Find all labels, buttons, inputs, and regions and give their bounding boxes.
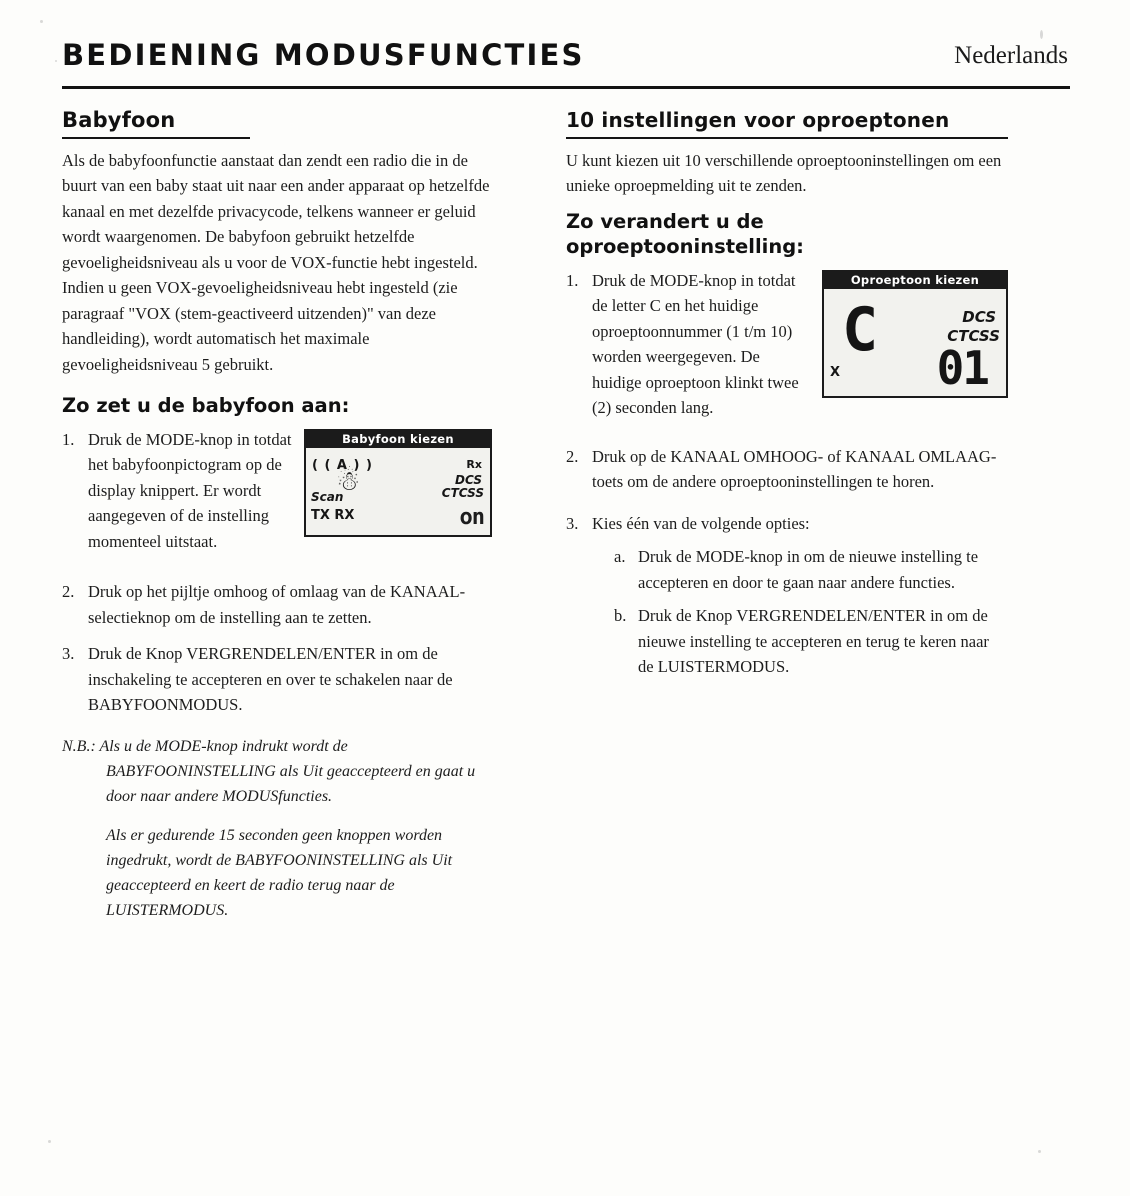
babyfoon-txrx-label: TX RX: [311, 508, 355, 523]
oproeptoon-ctcss-label: CTCSS: [947, 326, 1000, 345]
babyfoon-dcs-label: DCS: [455, 472, 482, 487]
list-item: [62, 427, 492, 555]
list-item: [566, 444, 1008, 495]
step-number: 1.: [566, 270, 579, 290]
list-item: [566, 511, 1008, 680]
substep-letter: b.: [614, 606, 627, 625]
left-subsection-title: Zo zet u de babyfoon aan:: [62, 394, 350, 417]
right-intro-paragraph: U kunt kiezen uit 10 verschillende oproeptooninstellingen om een unieke oproepmelding uit te zenden.: [566, 150, 1002, 195]
substep-text: Druk de Knop VERGRENDELEN/ENTER in om de nieuwe instelling te accepteren en terug te keren naar de LUISTERMODUS.: [638, 606, 989, 676]
scan-speck: [55, 60, 57, 62]
step-text: Kies één van de volgende opties:: [592, 513, 810, 533]
baby-monitor-icon: ☃: [336, 465, 361, 496]
oproeptoon-x-label: X: [830, 365, 841, 380]
list-item: [62, 579, 492, 630]
babyfoon-antenna-icons: ( ( A ) ): [312, 457, 373, 473]
step-text: Druk op de KANAAL OMHOOG- of KANAAL OMLAAG-toets om de andere oproeptooninstellingen te horen.: [592, 446, 997, 491]
right-section-title: 10 instellingen voor oproeptonen: [566, 108, 950, 132]
step-text: Druk de Knop VERGRENDELEN/ENTER in om de inschakeling te accepteren en over te schakelen naar de BABYFOONMODUS.: [88, 644, 453, 714]
note-paragraph: [62, 734, 492, 809]
scan-speck: [48, 1140, 51, 1143]
babyfoon-scan-label: Scan: [311, 490, 344, 504]
substep-text: Druk de MODE-knop in om de nieuwe instelling te accepteren en door te gaan naar andere functies.: [638, 547, 979, 592]
step-text: Druk de MODE-knop in totdat het babyfoonpictogram op de display knippert. Er wordt aangegeven of de instelling momenteel uitstaat.: [88, 429, 292, 551]
scan-speck: [1038, 1150, 1041, 1153]
step-number: 1.: [62, 429, 75, 449]
step-number: 2.: [62, 582, 75, 601]
note-text-2: Als er gedurende 15 seconden geen knoppen worden ingedrukt, wordt de BABYFOONINSTELLING als Uit geaccepteerd en keert de radio terug naar de LUISTERMODUS.: [106, 826, 453, 919]
note-text-1: Als u de MODE-knop indrukt wordt de BABYFOONINSTELLING als Uit geaccepteerd en gaat u door naar andere MODUSfuncties.: [99, 737, 476, 805]
page-header: [62, 36, 1070, 94]
oproeptoon-figure-caption: Oproeptoon kiezen: [824, 272, 1006, 289]
page-title: BEDIENING MODUSFUNCTIES: [62, 38, 585, 72]
step-number: 2.: [566, 446, 579, 466]
left-note: [62, 734, 492, 923]
left-section-title: Babyfoon: [62, 108, 176, 132]
sub-list-item: [614, 544, 1008, 595]
babyfoon-rx-label: Rx: [466, 457, 482, 471]
babyfoon-value-on: on: [459, 505, 484, 530]
right-column: [566, 108, 1008, 691]
left-intro-paragraph: Als de babyfoonfunctie aanstaat dan zendt een radio die in de buurt van een baby staat uit naar een ander apparaat op hetzelfde kanaal en met dezelfde privacycode, telkens wanneer er geluid wordt waargenomen. De babyfoon gebruikt hetzelfde gevoeligheidsniveau als u voor de VOX-functie hebt ingesteld. Indien u geen VOX-gevoeligheidsniveau hebt ingesteld (zie paragraaf "VOX (stem-geactiveerd uitzenden)" van deze handleiding), wordt automatisch het maximale gevoeligheidsniveau 5 gebruikt.: [62, 150, 490, 374]
list-item: [62, 641, 492, 718]
header-divider: [62, 86, 1070, 89]
scan-speck: [40, 20, 43, 23]
sub-list-item: [614, 603, 1008, 680]
step-text: Druk op het pijltje omhoog of omlaag van de KANAAL-selectieknop om de instelling aan te zetten.: [88, 582, 466, 627]
babyfoon-ctcss-label: CTCSS: [441, 485, 484, 500]
right-steps-list: [566, 268, 1008, 680]
oproeptoon-number: 01: [936, 340, 988, 395]
oproeptoon-dcs-label: DCS: [962, 307, 996, 326]
list-item: [566, 268, 1008, 421]
step-number: 3.: [62, 644, 75, 663]
right-section-underline: [566, 137, 1008, 139]
left-section-underline: [62, 137, 250, 139]
substep-letter: a.: [614, 547, 626, 566]
step-number: 3.: [566, 513, 579, 533]
oproeptoon-letter: C: [842, 294, 879, 365]
left-steps-list: [62, 427, 492, 718]
language-label: Nederlands: [954, 42, 1068, 69]
right-subsection-title: Zo verandert u de oproeptooninstelling:: [566, 209, 804, 258]
left-column: [62, 108, 492, 923]
babyfoon-figure-caption: Babyfoon kiezen: [306, 431, 490, 448]
note-label: N.B.:: [62, 737, 96, 755]
step-text: Druk de MODE-knop in totdat de letter C en het huidige oproeptoonnummer (1 t/m 10) worden weergegeven. De huidige oproeptoon klinkt twee (2) seconden lang.: [592, 270, 799, 417]
